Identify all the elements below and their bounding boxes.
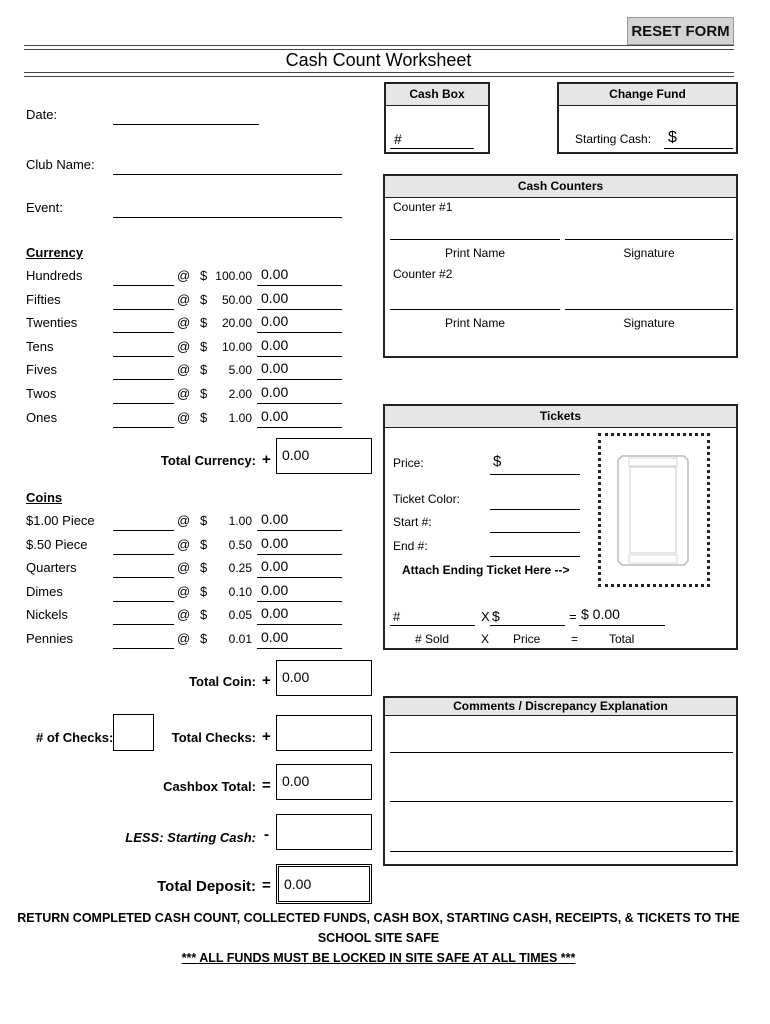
ticket-price-dollar: $ bbox=[493, 453, 502, 470]
tickets-total-line[interactable] bbox=[579, 625, 665, 626]
checks-count-label: # of Checks: bbox=[36, 730, 114, 745]
coin-row-label: Dimes bbox=[26, 583, 63, 599]
event-field[interactable] bbox=[113, 200, 342, 218]
attach-ticket-label: Attach Ending Ticket Here --> bbox=[402, 563, 570, 577]
currency-row-count-line[interactable] bbox=[113, 379, 174, 380]
club-name-label: Club Name: bbox=[26, 157, 95, 172]
counter-1-name-line[interactable] bbox=[390, 239, 560, 240]
currency-row-label: Fives bbox=[26, 362, 58, 378]
less-starting-cash-box[interactable] bbox=[276, 814, 372, 850]
coin-row-amount: 0.00 bbox=[261, 629, 289, 645]
footer-instructions-1: RETURN COMPLETED CASH COUNT, COLLECTED FUNDS, CASH BOX, STARTING CASH, RECEIPTS, & TICKETS TO THE bbox=[17, 911, 740, 925]
ticket-color-label: Ticket Color: bbox=[393, 492, 460, 506]
currency-row-at: @ bbox=[177, 291, 191, 307]
coin-row-dollar: $ bbox=[200, 560, 208, 576]
currency-row-amount: 0.00 bbox=[261, 407, 289, 424]
comments-line-2[interactable] bbox=[390, 801, 733, 802]
cash-box-hash: # bbox=[394, 131, 402, 147]
total-deposit-box[interactable]: 0.00 bbox=[276, 864, 372, 904]
ticket-price-label: Price: bbox=[393, 456, 424, 470]
currency-row-count-line[interactable] bbox=[113, 285, 174, 286]
title-rule-bottom-2 bbox=[24, 76, 734, 77]
currency-row-amount: 0.00 bbox=[261, 313, 289, 330]
counter-2-print-name: Print Name bbox=[444, 316, 506, 330]
tickets-price-line[interactable] bbox=[490, 625, 565, 626]
currency-row-rate: 20.00 bbox=[221, 316, 252, 331]
currency-row-count-line[interactable] bbox=[113, 309, 174, 310]
date-label: Date: bbox=[26, 107, 58, 122]
total-caption: Total bbox=[609, 632, 635, 646]
coin-row-at: @ bbox=[177, 513, 191, 528]
currency-row-count-line[interactable] bbox=[113, 403, 174, 404]
total-checks-plus: + bbox=[262, 728, 271, 745]
currency-row-amount-line[interactable] bbox=[257, 427, 342, 428]
currency-heading: Currency bbox=[26, 245, 84, 260]
currency-row-label: Twos bbox=[26, 386, 57, 401]
date-field[interactable] bbox=[113, 107, 259, 125]
currency-row-dollar: $ bbox=[200, 386, 208, 401]
coin-row-dollar: $ bbox=[200, 607, 208, 623]
ticket-color-line[interactable] bbox=[490, 509, 580, 510]
currency-row-at: @ bbox=[177, 386, 191, 401]
starting-cash-dollar: $ bbox=[668, 129, 677, 146]
coin-row-amount-line[interactable] bbox=[257, 577, 342, 578]
coin-row-rate: 0.50 bbox=[228, 537, 252, 552]
cashbox-total-label: Cashbox Total: bbox=[163, 779, 256, 794]
coin-row-amount: 0.00 bbox=[261, 534, 289, 551]
currency-row-at: @ bbox=[177, 409, 191, 425]
cash-counters-panel bbox=[383, 174, 738, 358]
starting-cash-label: Starting Cash: bbox=[575, 132, 652, 146]
total-currency-label: Total Currency: bbox=[160, 453, 256, 468]
coin-row-amount-line[interactable] bbox=[257, 601, 342, 602]
event-label: Event: bbox=[26, 200, 63, 215]
page-title: Cash Count Worksheet bbox=[285, 50, 472, 70]
currency-row-label: Twenties bbox=[26, 315, 78, 331]
footer-warning: *** ALL FUNDS MUST BE LOCKED IN SITE SAFE AT ALL TIMES *** bbox=[181, 951, 576, 965]
total-deposit-equals: = bbox=[262, 877, 271, 894]
cash-box-title: Cash Box bbox=[386, 84, 488, 106]
coin-row-amount: 0.00 bbox=[261, 605, 289, 622]
total-currency-box[interactable]: 0.00 bbox=[276, 438, 372, 474]
coin-row-rate: 0.05 bbox=[228, 608, 252, 623]
coin-row-rate: 0.25 bbox=[228, 561, 252, 576]
club-name-field[interactable] bbox=[113, 157, 342, 175]
coin-row-amount-line[interactable] bbox=[257, 554, 342, 555]
currency-row-count-line[interactable] bbox=[113, 427, 174, 428]
coin-row-amount: 0.00 bbox=[261, 511, 289, 527]
currency-row-dollar: $ bbox=[200, 268, 208, 283]
equals-caption: = bbox=[571, 632, 579, 646]
coin-row-amount-line[interactable] bbox=[257, 624, 342, 625]
coin-row-label: Pennies bbox=[26, 631, 73, 646]
cashbox-total-equals: = bbox=[262, 777, 271, 794]
counter-2-name-line[interactable] bbox=[390, 309, 560, 310]
coin-row-dollar: $ bbox=[200, 631, 208, 646]
currency-row-amount: 0.00 bbox=[261, 289, 289, 306]
starting-cash-line[interactable] bbox=[664, 148, 733, 149]
currency-row-dollar: $ bbox=[200, 291, 208, 307]
currency-row-label: Ones bbox=[26, 409, 58, 425]
tickets-sold-line[interactable] bbox=[390, 625, 475, 626]
comments-title: Comments / Discrepancy Explanation bbox=[385, 698, 736, 716]
coin-row-at: @ bbox=[177, 607, 191, 623]
coin-row-at: @ bbox=[177, 631, 191, 646]
currency-row-amount-line[interactable] bbox=[257, 403, 342, 404]
coin-row-label: Nickels bbox=[26, 607, 68, 623]
coin-row-dollar: $ bbox=[200, 536, 208, 552]
currency-row-dollar: $ bbox=[200, 362, 208, 378]
coin-row-dollar: $ bbox=[200, 583, 208, 599]
currency-row-count-line[interactable] bbox=[113, 332, 174, 333]
comments-panel bbox=[383, 696, 738, 866]
total-coin-box[interactable]: 0.00 bbox=[276, 660, 372, 696]
tickets-price-dollar: $ bbox=[492, 608, 500, 624]
total-coin-plus: + bbox=[262, 672, 271, 689]
currency-row-amount: 0.00 bbox=[261, 360, 289, 377]
coin-row-count-line[interactable] bbox=[113, 577, 174, 578]
currency-row-amount-line[interactable] bbox=[257, 332, 342, 333]
currency-row-rate: 5.00 bbox=[228, 363, 252, 378]
currency-row-dollar: $ bbox=[200, 409, 208, 425]
title-rule-bottom bbox=[24, 72, 734, 73]
coin-row-rate: 0.01 bbox=[228, 632, 252, 646]
ticket-price-line[interactable] bbox=[490, 474, 580, 475]
coin-row-at: @ bbox=[177, 560, 191, 576]
tickets-times: X bbox=[481, 609, 490, 624]
currency-row-amount-line[interactable] bbox=[257, 356, 342, 357]
currency-row-dollar: $ bbox=[200, 315, 208, 331]
currency-row-label: Tens bbox=[26, 338, 54, 354]
price-caption: Price bbox=[513, 632, 541, 646]
cash-counters-title: Cash Counters bbox=[385, 176, 736, 198]
cashbox-total-box[interactable]: 0.00 bbox=[276, 764, 372, 800]
comments-line-3[interactable] bbox=[390, 851, 733, 852]
currency-row-at: @ bbox=[177, 362, 191, 378]
coin-row-amount-line[interactable] bbox=[257, 648, 342, 649]
less-starting-cash-label: LESS: Starting Cash: bbox=[125, 830, 256, 845]
coin-row-amount-line[interactable] bbox=[257, 530, 342, 531]
counter-1-signature-line[interactable] bbox=[565, 239, 733, 240]
currency-row-label: Hundreds bbox=[26, 268, 83, 283]
coin-row-rate: 1.00 bbox=[228, 514, 252, 528]
counter-1-print-name: Print Name bbox=[444, 246, 506, 260]
times-caption: X bbox=[481, 632, 490, 646]
cash-box-panel bbox=[384, 82, 490, 154]
total-checks-box[interactable] bbox=[276, 715, 372, 751]
coin-row-count-line[interactable] bbox=[113, 601, 174, 602]
cash-box-number-line[interactable] bbox=[390, 148, 474, 149]
currency-row-amount-line[interactable] bbox=[257, 285, 342, 286]
currency-row-rate: 1.00 bbox=[228, 410, 252, 425]
change-fund-panel bbox=[557, 82, 738, 154]
footer-instructions-2: SCHOOL SITE SAFE bbox=[317, 931, 440, 945]
counter-2-signature: Signature bbox=[623, 316, 675, 330]
currency-row-at: @ bbox=[177, 315, 191, 331]
coin-row-count-line[interactable] bbox=[113, 554, 174, 555]
coin-row-amount: 0.00 bbox=[261, 558, 289, 575]
total-checks-label: Total Checks: bbox=[171, 730, 256, 745]
coin-row-count-line[interactable] bbox=[113, 624, 174, 625]
coin-row-count-line[interactable] bbox=[113, 648, 174, 649]
ticket-end-label: End #: bbox=[393, 539, 428, 553]
currency-row-rate: 50.00 bbox=[221, 292, 252, 307]
counter-1-signature: Signature bbox=[623, 246, 675, 260]
less-starting-cash-minus: - bbox=[264, 826, 269, 843]
tickets-title: Tickets bbox=[385, 406, 736, 428]
coin-row-at: @ bbox=[177, 536, 191, 552]
counter-2-label: Counter #2 bbox=[393, 267, 453, 281]
change-fund-title: Change Fund bbox=[559, 84, 736, 106]
coins-heading: Coins bbox=[26, 490, 63, 505]
tickets-total-value: $ 0.00 bbox=[581, 606, 620, 622]
ticket-icon bbox=[601, 436, 707, 584]
currency-row-label: Fifties bbox=[26, 291, 61, 307]
coin-row-dollar: $ bbox=[200, 513, 208, 528]
counter-1-label: Counter #1 bbox=[393, 200, 453, 214]
title-rule-top bbox=[24, 45, 734, 46]
coin-row-label: Quarters bbox=[26, 560, 77, 576]
ticket-end-line[interactable] bbox=[490, 556, 580, 557]
reset-form-button[interactable]: RESET FORM bbox=[627, 17, 734, 45]
coin-row-label: $1.00 Piece bbox=[26, 513, 95, 528]
currency-row-count-line[interactable] bbox=[113, 356, 174, 357]
currency-row-rate: 100.00 bbox=[215, 269, 252, 283]
sold-caption: # Sold bbox=[415, 632, 450, 646]
ticket-attach-area[interactable] bbox=[598, 433, 710, 587]
currency-row-amount-line[interactable] bbox=[257, 309, 342, 310]
coin-row-count-line[interactable] bbox=[113, 530, 174, 531]
coin-row-label: $.50 Piece bbox=[26, 536, 88, 552]
currency-row-at: @ bbox=[177, 268, 191, 283]
currency-row-amount-line[interactable] bbox=[257, 379, 342, 380]
currency-row-at: @ bbox=[177, 338, 191, 354]
tickets-equals: = bbox=[569, 609, 577, 624]
currency-row-dollar: $ bbox=[200, 338, 208, 354]
coin-row-at: @ bbox=[177, 583, 191, 599]
currency-row-rate: 10.00 bbox=[221, 339, 252, 354]
currency-row-amount: 0.00 bbox=[261, 336, 289, 353]
currency-row-amount: 0.00 bbox=[261, 384, 289, 400]
currency-row-amount: 0.00 bbox=[261, 266, 289, 282]
total-deposit-label: Total Deposit: bbox=[157, 878, 256, 895]
comments-line-1[interactable] bbox=[390, 752, 733, 753]
tickets-sold-hash: # bbox=[393, 609, 401, 624]
coin-row-rate: 0.10 bbox=[228, 584, 252, 599]
total-coin-label: Total Coin: bbox=[189, 674, 256, 689]
currency-row-rate: 2.00 bbox=[228, 387, 252, 401]
coin-row-amount: 0.00 bbox=[261, 581, 289, 598]
ticket-start-label: Start #: bbox=[393, 515, 432, 529]
total-currency-plus: + bbox=[262, 451, 271, 468]
ticket-start-line[interactable] bbox=[490, 532, 580, 533]
counter-2-signature-line[interactable] bbox=[565, 309, 733, 310]
